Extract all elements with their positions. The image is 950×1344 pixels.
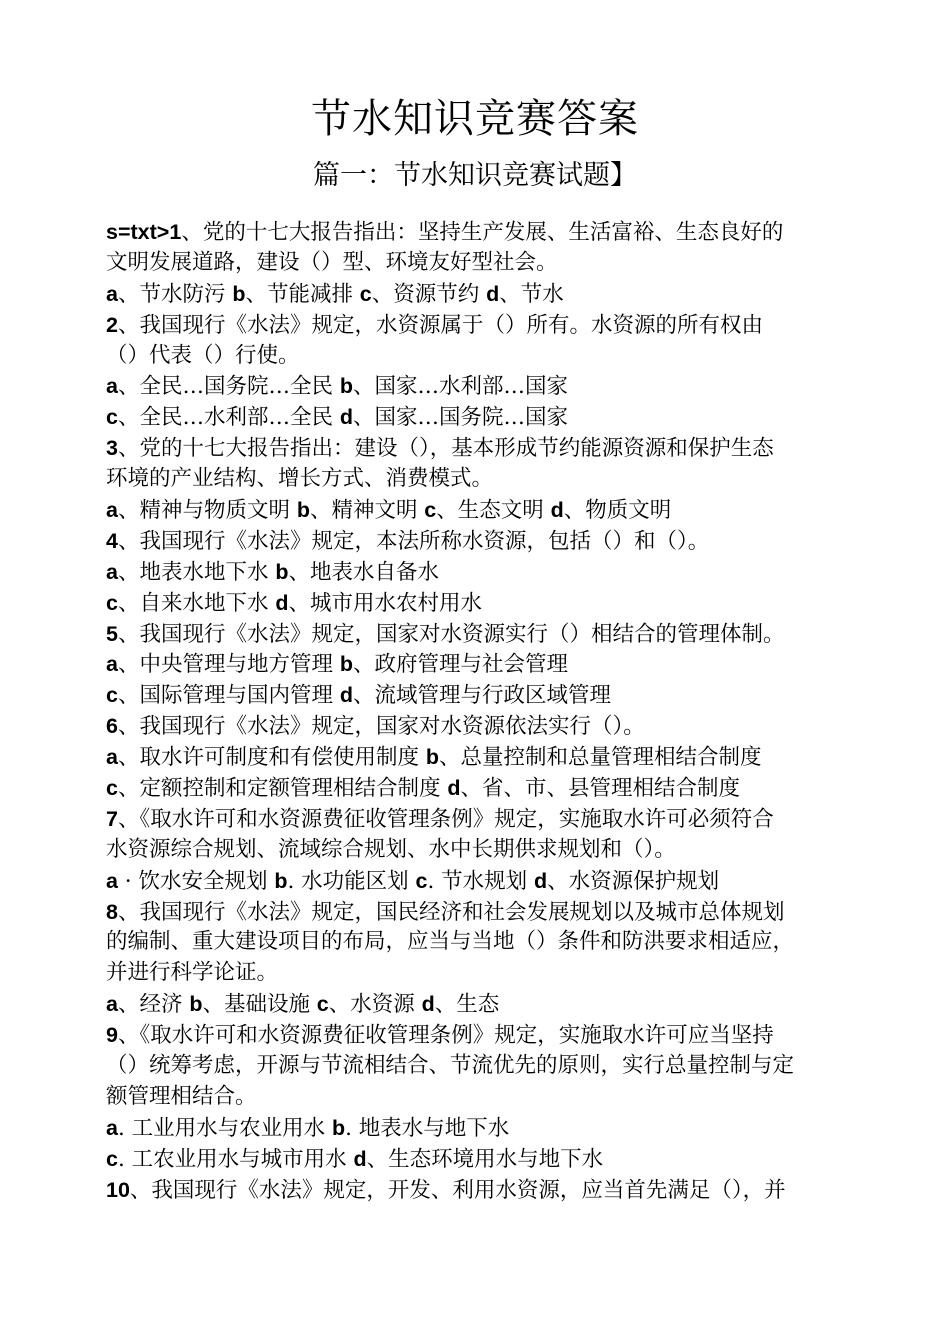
document-body [106, 217, 866, 1206]
text-line: 水资源综合规划、流域综合规划、水中长期供求规划和（）。 [106, 836, 676, 862]
text-line: c、定额控制和定额管理相结合制度 d、省、市、县管理相结合制度 [106, 776, 740, 802]
text-line: a、精神与物质文明 b、精神文明 c、生态文明 d、物质文明 [106, 498, 672, 524]
text-line: a、中央管理与地方管理 b、政府管理与社会管理 [106, 652, 568, 678]
text-line: 9、《取水许可和水资源费征收管理条例》规定，实施取水许可应当坚持 [106, 1023, 774, 1049]
document-subtitle: 篇一：节水知识竞赛试题】 [313, 160, 637, 191]
text-line: c、国际管理与国内管理 d、流域管理与行政区域管理 [106, 683, 611, 709]
text-line: c、自来水地下水 d、城市用水农村用水 [106, 590, 482, 616]
text-line: a · 饮水安全规划 b. 水功能区划 c. 节水规划 d、水资源保护规划 [106, 868, 720, 894]
text-line: a、经济 b、基础设施 c、水资源 d、生态 [106, 992, 500, 1018]
text-line: 10、我国现行《水法》规定，开发、利用水资源，应当首先满足（），并 [106, 1177, 786, 1203]
text-line: 8、我国现行《水法》规定，国民经济和社会发展规划以及城市总体规划 [106, 899, 785, 925]
text-line: 2、我国现行《水法》规定，水资源属于（）所有。水资源的所有权由 [106, 312, 763, 338]
document-title: 节水知识竞赛答案 [311, 96, 639, 142]
text-line: （）代表（）行使。 [106, 342, 300, 368]
text-line: 5、我国现行《水法》规定，国家对水资源实行（）相结合的管理体制。 [106, 621, 785, 647]
text-line: 3、党的十七大报告指出：建设（），基本形成节约能源资源和保护生态 [106, 436, 774, 462]
text-line: 并进行科学论证。 [106, 960, 279, 986]
text-line: s=txt>1、党的十七大报告指出：坚持生产发展、生活富裕、生态良好的 [106, 220, 784, 245]
text-line: 环境的产业结构、增长方式、消费模式。 [106, 466, 494, 492]
text-line: a. 工业用水与农业用水 b. 地表水与地下水 [106, 1115, 510, 1141]
text-line: a、取水许可制度和有偿使用制度 b、总量控制和总量管理相结合制度 [106, 745, 762, 771]
text-line: 文明发展道路，建设（）型、环境友好型社会。 [106, 249, 558, 275]
text-line: （）统筹考虑，开源与节流相结合、节流优先的原则，实行总量控制与定 [106, 1053, 795, 1079]
text-line: 4、我国现行《水法》规定，本法所称水资源，包括（）和（）。 [106, 528, 710, 554]
text-line: c. 工农业用水与城市用水 d、生态环境用水与地下水 [106, 1146, 604, 1172]
text-line: 的编制、重大建设项目的布局，应当与当地（）条件和防洪要求相适应， [106, 929, 795, 955]
text-line: 6、我国现行《水法》规定，国家对水资源依法实行（）。 [106, 714, 645, 740]
text-line: a、节水防污 b、节能减排 c、资源节约 d、节水 [106, 281, 564, 307]
text-line: a、全民…国务院…全民 b、国家…水利部…国家 [106, 374, 568, 400]
text-line: c、全民…水利部…全民 d、国家…国务院…国家 [106, 405, 568, 431]
text-line: 7、《取水许可和水资源费征收管理条例》规定，实施取水许可必须符合 [106, 806, 774, 832]
text-line: a、地表水地下水 b、地表水自备水 [106, 559, 439, 585]
text-line: 额管理相结合。 [106, 1083, 257, 1109]
